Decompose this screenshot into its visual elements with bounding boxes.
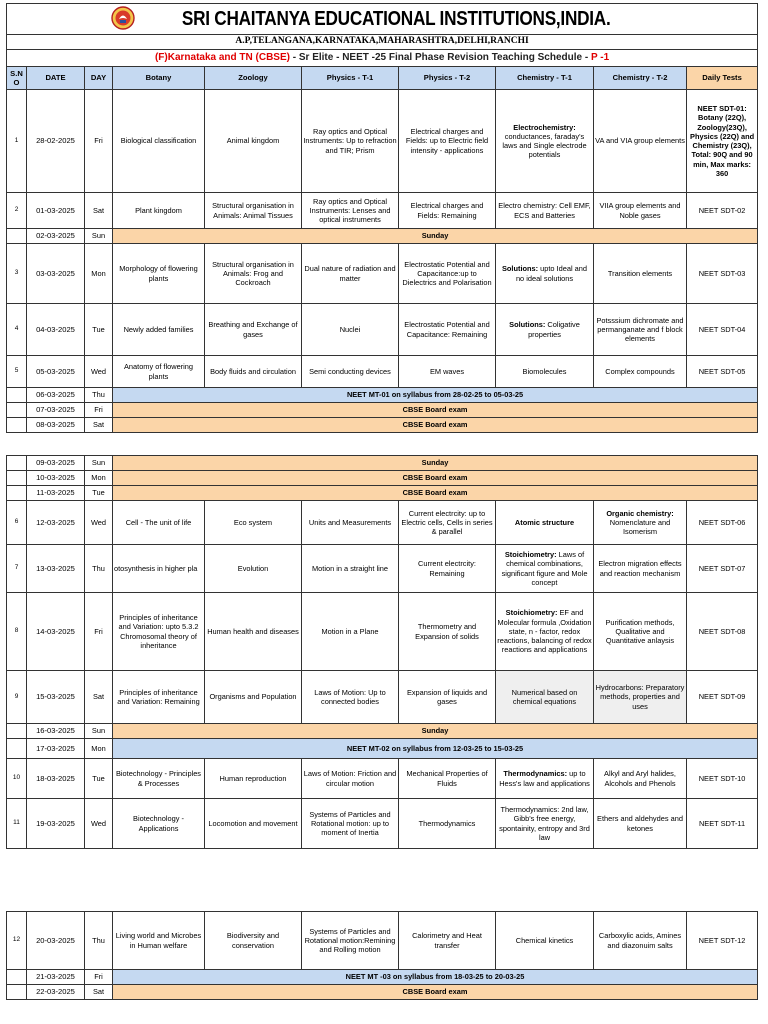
topic-heading: Stoichiometry: [504, 550, 557, 559]
schedule-table-1 [6, 3, 758, 433]
row-day: Wed [85, 356, 113, 388]
cbse-exam-banner: CBSE Board exam [113, 486, 758, 501]
row-date: 09-03-2025 [27, 456, 85, 471]
row-date: 02-03-2025 [27, 229, 85, 244]
row-chemistry-t2: Hydrocarbons: Preparatory methods, properties and uses [594, 671, 687, 724]
topic-heading: Solutions: [509, 320, 546, 330]
col-botany: Botany [113, 67, 205, 90]
row-date: 19-03-2025 [27, 799, 85, 849]
row-botany: Morphology of flowering plants [113, 244, 205, 304]
row-chemistry-t2 [594, 501, 687, 545]
row-chemistry-t1: Atomic structure [496, 501, 594, 545]
schedule-table-2 [6, 455, 758, 849]
table-row [7, 486, 758, 501]
row-botany: Principles of inheritance and Variation: upto 5.3.2 Chromosomal theory of inheritance [113, 593, 205, 671]
table-row [7, 356, 758, 388]
table-row [7, 90, 758, 193]
page-title: SRI CHAITANYA EDUCATIONAL INSTITUTIONS,INDIA. [181, 7, 611, 30]
row-physics-t1: Systems of Particles and Rotational motion:Remining and Rolling motion [302, 912, 399, 970]
mock-test-banner: NEET MT-01 on syllabus from 28-02-25 to 05-03-25 [113, 388, 758, 403]
topic-heading: Stoichiometry: [505, 608, 558, 618]
institution-logo-icon [111, 6, 135, 30]
row-physics-t2: Electrostatic Potential and Capacitance: Remaining [399, 304, 496, 356]
row-daily-test: NEET SDT-08 [687, 593, 758, 671]
row-chemistry-t1: Thermodynamics: 2nd law, Gibb's free energy, spontainity, entropy and 3rd law [496, 799, 594, 849]
row-chemistry-t1 [496, 244, 594, 304]
row-date: 20-03-2025 [27, 912, 85, 970]
col-zoology: Zoology [205, 67, 302, 90]
row-daily-test: NEET SDT-04 [687, 304, 758, 356]
row-chemistry-t2: Transition elements [594, 244, 687, 304]
table-row [7, 418, 758, 433]
column-header-row [7, 67, 758, 90]
row-day: Sat [85, 671, 113, 724]
table-row [7, 471, 758, 486]
subtitle-region: (F)Karnataka and TN (CBSE) [154, 51, 290, 63]
table-row [7, 985, 758, 1000]
col-day: DAY [85, 67, 113, 90]
row-day: Sat [85, 418, 113, 433]
col-date: DATE [27, 67, 85, 90]
col-daily-tests: Daily Tests [687, 67, 758, 90]
row-zoology: Organisms and Population [205, 671, 302, 724]
sunday-banner: Sunday [113, 456, 758, 471]
row-day: Sun [85, 229, 113, 244]
col-physics-t1: Physics - T-1 [302, 67, 399, 90]
row-physics-t2: Expansion of liquids and gases [399, 671, 496, 724]
row-sno: 12 [7, 912, 27, 970]
row-botany: Plant kingdom [113, 193, 205, 229]
topic-heading: Solutions: [501, 264, 539, 274]
row-day: Tue [85, 304, 113, 356]
row-zoology: Breathing and Exchange of gases [205, 304, 302, 356]
row-sno: 10 [7, 759, 27, 799]
row-date: 04-03-2025 [27, 304, 85, 356]
row-sno: 11 [7, 799, 27, 849]
row-date: 16-03-2025 [27, 724, 85, 739]
row-botany: otosynthesis in higher pla [113, 545, 205, 593]
row-date: 15-03-2025 [27, 671, 85, 724]
row-chemistry-t2: Alkyl and Aryl halides, Alcohols and Phenols [594, 759, 687, 799]
row-daily-test: NEET SDT-02 [687, 193, 758, 229]
table-row [7, 671, 758, 724]
col-sno: S.N O [7, 67, 27, 90]
row-day: Sun [85, 456, 113, 471]
schedule-subtitle [7, 50, 758, 67]
row-daily-test: NEET SDT-10 [687, 759, 758, 799]
row-chemistry-t1 [496, 545, 594, 593]
row-day: Sun [85, 724, 113, 739]
row-daily-test: NEET SDT-12 [687, 912, 758, 970]
row-botany: Biological classification [113, 90, 205, 193]
row-chemistry-t1: Chemical kinetics [496, 912, 594, 970]
row-chemistry-t2: Purification methods, Qualitative and Quantitative anlaysis [594, 593, 687, 671]
row-date: 22-03-2025 [27, 985, 85, 1000]
cbse-exam-banner: CBSE Board exam [113, 985, 758, 1000]
row-chemistry-t2: Carboxylic acids, Amines and diazonuim salts [594, 912, 687, 970]
section-gap [6, 849, 757, 911]
row-physics-t2: Electrostatic Potential and Capacitance:up to Dielectrics and Polarisation [399, 244, 496, 304]
table-row [7, 403, 758, 418]
row-botany: Principles of inheritance and Variation: Remaining [113, 671, 205, 724]
row-day: Mon [85, 244, 113, 304]
table-row [7, 304, 758, 356]
row-physics-t2: Thermometry and Expansion of solids [399, 593, 496, 671]
row-sno: 6 [7, 501, 27, 545]
row-physics-t1: Motion in a straight line [302, 545, 399, 593]
row-day: Thu [85, 388, 113, 403]
row-chemistry-t1 [496, 304, 594, 356]
topic-detail: up to Hess's law and applications [499, 769, 590, 788]
row-botany: Biotechnology - Principles & Processes [113, 759, 205, 799]
table-row [7, 593, 758, 671]
table-row [7, 912, 758, 970]
table-row [7, 545, 758, 593]
row-chemistry-t2: VA and VIA group elements [594, 90, 687, 193]
row-botany: Anatomy of flowering plants [113, 356, 205, 388]
row-chemistry-t1: Numerical based on chemical equations [496, 671, 594, 724]
row-day: Wed [85, 501, 113, 545]
row-day: Fri [85, 90, 113, 193]
topic-detail: Laws of chemical combinations, significant figure and Mole concept [501, 550, 588, 587]
row-zoology: Biodiversity and conservation [205, 912, 302, 970]
row-sno: 1 [7, 90, 27, 193]
row-date: 28-02-2025 [27, 90, 85, 193]
topic-heading: Organic chemistry: [606, 508, 674, 518]
row-botany: Living world and Microbes in Human welfare [113, 912, 205, 970]
row-sno: 7 [7, 545, 27, 593]
cbse-exam-banner: CBSE Board exam [113, 418, 758, 433]
row-daily-test: NEET SDT-11 [687, 799, 758, 849]
sunday-banner: Sunday [113, 229, 758, 244]
topic-detail: upto Ideal and no ideal solutions [515, 264, 588, 283]
row-physics-t1: Semi conducting devices [302, 356, 399, 388]
row-physics-t2: Electrical charges and Fields: up to Electric field intensity - applications [399, 90, 496, 193]
row-botany: Biotechnology - Applications [113, 799, 205, 849]
row-physics-t1: Motion in a Plane [302, 593, 399, 671]
row-physics-t2: Thermodynamics [399, 799, 496, 849]
row-chemistry-t2: Complex compounds [594, 356, 687, 388]
row-physics-t1: Dual nature of radiation and matter [302, 244, 399, 304]
row-chemistry-t1: Electro chemistry: Cell EMF, ECS and Batteries [496, 193, 594, 229]
row-physics-t1: Nuclei [302, 304, 399, 356]
mock-test-banner: NEET MT -03 on syllabus from 18-03-25 to 20-03-25 [113, 970, 758, 985]
subtitle-phase: P -1 [590, 51, 610, 63]
row-zoology: Locomotion and movement [205, 799, 302, 849]
header-title-cell [7, 4, 758, 35]
row-zoology: Human reproduction [205, 759, 302, 799]
row-day: Sat [85, 193, 113, 229]
schedule-sheet [6, 3, 757, 1000]
row-day: Sat [85, 985, 113, 1000]
row-sno: 4 [7, 304, 27, 356]
row-zoology: Human health and diseases [205, 593, 302, 671]
row-zoology: Structural organisation in Animals: Frog and Cockroach [205, 244, 302, 304]
cbse-exam-banner: CBSE Board exam [113, 471, 758, 486]
row-date: 17-03-2025 [27, 739, 85, 759]
row-sno: 5 [7, 356, 27, 388]
row-chemistry-t2: Ethers and aldehydes and ketones [594, 799, 687, 849]
row-day: Fri [85, 403, 113, 418]
row-zoology: Body fluids and circulation [205, 356, 302, 388]
topic-detail: conductances, faraday's laws and Single electrode potentials [502, 131, 587, 160]
row-sno: 8 [7, 593, 27, 671]
row-date: 14-03-2025 [27, 593, 85, 671]
row-daily-test: NEET SDT-05 [687, 356, 758, 388]
table-row [7, 799, 758, 849]
cbse-exam-banner: CBSE Board exam [113, 403, 758, 418]
table-row [7, 193, 758, 229]
row-zoology: Structural organisation in Animals: Animal Tissues [205, 193, 302, 229]
table-row [7, 501, 758, 545]
row-physics-t1: Laws of Motion: Friction and circular motion [302, 759, 399, 799]
table-row [7, 229, 758, 244]
row-chemistry-t1: Biomolecules [496, 356, 594, 388]
row-date: 07-03-2025 [27, 403, 85, 418]
table-row [7, 759, 758, 799]
topic-detail: Coligative properties [528, 320, 580, 339]
row-chemistry-t1 [496, 593, 594, 671]
row-botany: Newly added families [113, 304, 205, 356]
col-chemistry-t1: Chemistry - T-1 [496, 67, 594, 90]
row-physics-t2: Current electrcity: Remaining [399, 545, 496, 593]
mock-test-banner: NEET MT-02 on syllabus from 12-03-25 to 15-03-25 [113, 739, 758, 759]
row-day: Fri [85, 593, 113, 671]
row-date: 08-03-2025 [27, 418, 85, 433]
row-sno: 9 [7, 671, 27, 724]
row-physics-t1: Ray optics and Optical Instruments: Up to refraction and TIR; Prism [302, 90, 399, 193]
table-row [7, 739, 758, 759]
topic-detail: Nomenclature and Isomerism [609, 517, 671, 537]
row-day: Mon [85, 471, 113, 486]
section-gap [6, 433, 757, 455]
row-zoology: Animal kingdom [205, 90, 302, 193]
row-zoology: Eco system [205, 501, 302, 545]
row-date: 21-03-2025 [27, 970, 85, 985]
row-daily-test: NEET SDT-06 [687, 501, 758, 545]
row-physics-t2: Calorimetry and Heat transfer [399, 912, 496, 970]
row-day: Tue [85, 759, 113, 799]
row-date: 01-03-2025 [27, 193, 85, 229]
topic-heading: Thermodynamics: [503, 769, 568, 779]
row-daily-test: NEET SDT-03 [687, 244, 758, 304]
row-chemistry-t1 [496, 90, 594, 193]
row-chemistry-t1 [496, 759, 594, 799]
col-physics-t2: Physics - T-2 [399, 67, 496, 90]
row-day: Tue [85, 486, 113, 501]
row-zoology: Evolution [205, 545, 302, 593]
row-physics-t1: Laws of Motion: Up to connected bodies [302, 671, 399, 724]
row-date: 13-03-2025 [27, 545, 85, 593]
row-day: Thu [85, 545, 113, 593]
row-date: 12-03-2025 [27, 501, 85, 545]
table-row [7, 724, 758, 739]
row-date: 05-03-2025 [27, 356, 85, 388]
row-day: Thu [85, 912, 113, 970]
row-chemistry-t2: Electron migration effects and reaction mechanism [594, 545, 687, 593]
row-physics-t1: Ray optics and Optical Instruments: Lenses and optical instruments [302, 193, 399, 229]
row-chemistry-t2: Potsssium dichromate and permanganate and f block elements [594, 304, 687, 356]
table-row [7, 970, 758, 985]
table-row [7, 244, 758, 304]
row-daily-test: NEET SDT-09 [687, 671, 758, 724]
sunday-banner: Sunday [113, 724, 758, 739]
row-day: Fri [85, 970, 113, 985]
row-physics-t2: EM waves [399, 356, 496, 388]
col-chemistry-t2: Chemistry - T-2 [594, 67, 687, 90]
schedule-table-3 [6, 911, 758, 1000]
table-row [7, 456, 758, 471]
topic-heading: Electrochemistry: [513, 122, 576, 132]
row-date: 11-03-2025 [27, 486, 85, 501]
row-daily-test: NEET SDT-01: Botany (22Q), Zoology(23Q), Physics (22Q) and Chemistry (23Q), Total: 90Q and 90 min, Max marks: 360 [687, 90, 758, 193]
subtitle-description: - Sr Elite - NEET -25 Final Phase Revision Teaching Schedule - [289, 51, 591, 63]
row-sno: 3 [7, 244, 27, 304]
row-date: 06-03-2025 [27, 388, 85, 403]
row-daily-test: NEET SDT-07 [687, 545, 758, 593]
row-physics-t1: Units and Measurements [302, 501, 399, 545]
row-sno: 2 [7, 193, 27, 229]
row-chemistry-t2: VIIA group elements and Noble gases [594, 193, 687, 229]
row-physics-t1: Systems of Particles and Rotational motion: up to moment of Inertia [302, 799, 399, 849]
row-day: Wed [85, 799, 113, 849]
row-day: Mon [85, 739, 113, 759]
row-botany: Cell - The unit of life [113, 501, 205, 545]
topic-detail: EF and Molecular formula ,Oxidation state, n - factor, redox reactions, balancing of redox reactions and applications [497, 608, 592, 655]
states-line: A.P,TELANGANA,KARNATAKA,MAHARASHTRA,DELHI,RANCHI [7, 35, 758, 50]
row-physics-t2: Current electrcity: up to Electric cells, Cells in series & parallel [399, 501, 496, 545]
row-physics-t2: Electrical charges and Fields: Remaining [399, 193, 496, 229]
row-date: 18-03-2025 [27, 759, 85, 799]
table-row [7, 388, 758, 403]
row-date: 10-03-2025 [27, 471, 85, 486]
row-physics-t2: Mechanical Properties of Fluids [399, 759, 496, 799]
row-date: 03-03-2025 [27, 244, 85, 304]
